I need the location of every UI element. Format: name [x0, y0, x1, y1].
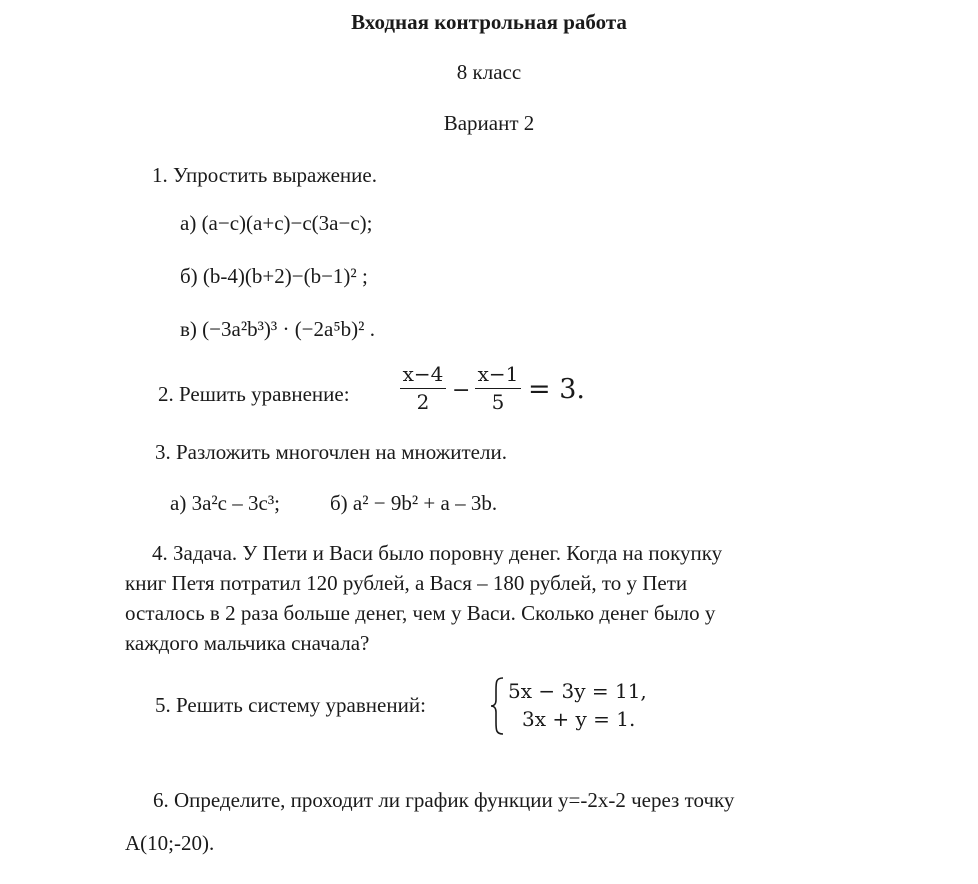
- task3-item-b: б) a² − 9b² + a – 3b.: [330, 491, 498, 515]
- task1-item-a: а) (a−c)(a+c)−c(3a−c);: [180, 211, 373, 235]
- task6-line-2: A(10;-20).: [125, 831, 215, 855]
- worksheet-title: Входная контрольная работа: [351, 10, 627, 34]
- task3-item-a: а) 3a²c – 3c³;: [170, 491, 280, 515]
- system-equation-1: 5x − 3y = 11,: [508, 679, 647, 703]
- fraction-1: [400, 362, 446, 415]
- fraction-2-numerator: x−1: [477, 362, 519, 386]
- task4-line-4: каждого мальчика сначала?: [125, 631, 370, 655]
- fraction-1-bar: [400, 388, 446, 389]
- task4-line-1: 4. Задача. У Пети и Васи было поровну денег. Когда на покупку: [152, 541, 723, 565]
- task1-item-v: в) (−3a²b³)³ · (−2a⁵b)² .: [180, 317, 375, 341]
- task5-label: 5. Решить систему уравнений:: [155, 693, 426, 717]
- fraction-1-denominator: 2: [416, 390, 430, 414]
- task2-label: 2. Решить уравнение:: [158, 382, 350, 406]
- equation-rhs: = 3.: [528, 374, 585, 405]
- minus-sign: −: [452, 378, 471, 403]
- task1-item-b: б) (b-4)(b+2)−(b−1)² ;: [180, 264, 368, 288]
- task4-line-2: книг Петя потратил 120 рублей, а Вася – 180 рублей, то у Пети: [125, 571, 688, 595]
- task1-title: 1. Упростить выражение.: [152, 163, 377, 187]
- task6-line-1: 6. Определите, проходит ли график функции y=-2x-2 через точку: [153, 788, 735, 812]
- fraction-1-numerator: x−4: [402, 362, 444, 386]
- fraction-2-bar: [475, 388, 521, 389]
- system-equation-2: 3x + y = 1.: [522, 707, 636, 731]
- task4-line-3: осталось в 2 раза больше денег, чем у Васи. Сколько денег было у: [125, 601, 716, 625]
- variant-label: Вариант 2: [443, 111, 535, 135]
- fraction-2: [475, 362, 521, 415]
- system-brace: [490, 676, 506, 736]
- task3-title: 3. Разложить многочлен на множители.: [155, 440, 507, 464]
- fraction-2-denominator: 5: [491, 390, 505, 414]
- grade-label: 8 класс: [456, 60, 522, 84]
